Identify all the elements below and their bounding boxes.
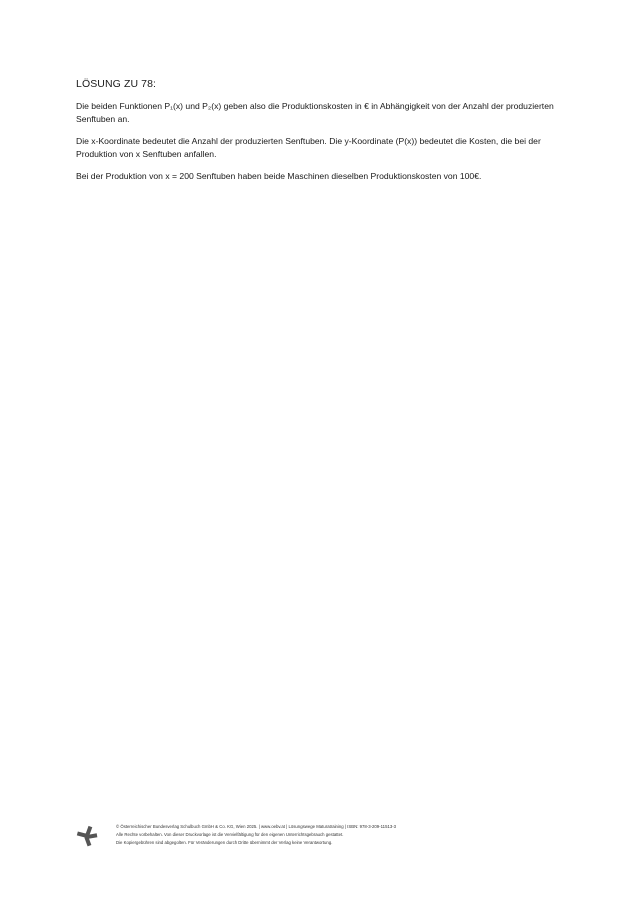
footer-line-2: Alle Rechte vorbehalten. Von dieser Druckvorlage ist die Vervielfältigung für den eigenen Unterrichtsgebrauch gestattet. xyxy=(116,832,344,837)
page-footer xyxy=(76,823,576,849)
paragraph-2: Die x-Koordinate bedeutet die Anzahl der produzierten Senftuben. Die y-Koordinate (P(x)) bedeutet die Kosten, die bei der Produktion von x Senftuben anfallen. xyxy=(76,136,541,159)
solution-heading: LÖSUNG ZU 78: xyxy=(76,78,157,90)
paragraph-1: Die beiden Funktionen P₁(x) und P₂(x) geben also die Produktionskosten in € in Abhängigkeit von der Anzahl der produzierten Senftuben an. xyxy=(76,101,554,124)
paragraph-3: Bei der Produktion von x = 200 Senftuben haben beide Maschinen dieselben Produktionskosten von 100€. xyxy=(76,171,482,181)
footer-legal-text xyxy=(116,823,396,847)
solution-content xyxy=(76,78,576,192)
footer-line-1: © Österreichischer Bundesverlag Schulbuch GmbH & Co. KG, Wien 2025. | www.oebv.at | Lösungswege Maturatraining | ISBN: 978-3-209-11513-3 xyxy=(116,824,397,829)
oebv-logo-icon xyxy=(76,825,98,847)
footer-line-3: Die Kopiergebühren sind abgegolten. Für Veränderungen durch Dritte übernimmt der Verlag keine Verantwortung. xyxy=(116,840,333,845)
